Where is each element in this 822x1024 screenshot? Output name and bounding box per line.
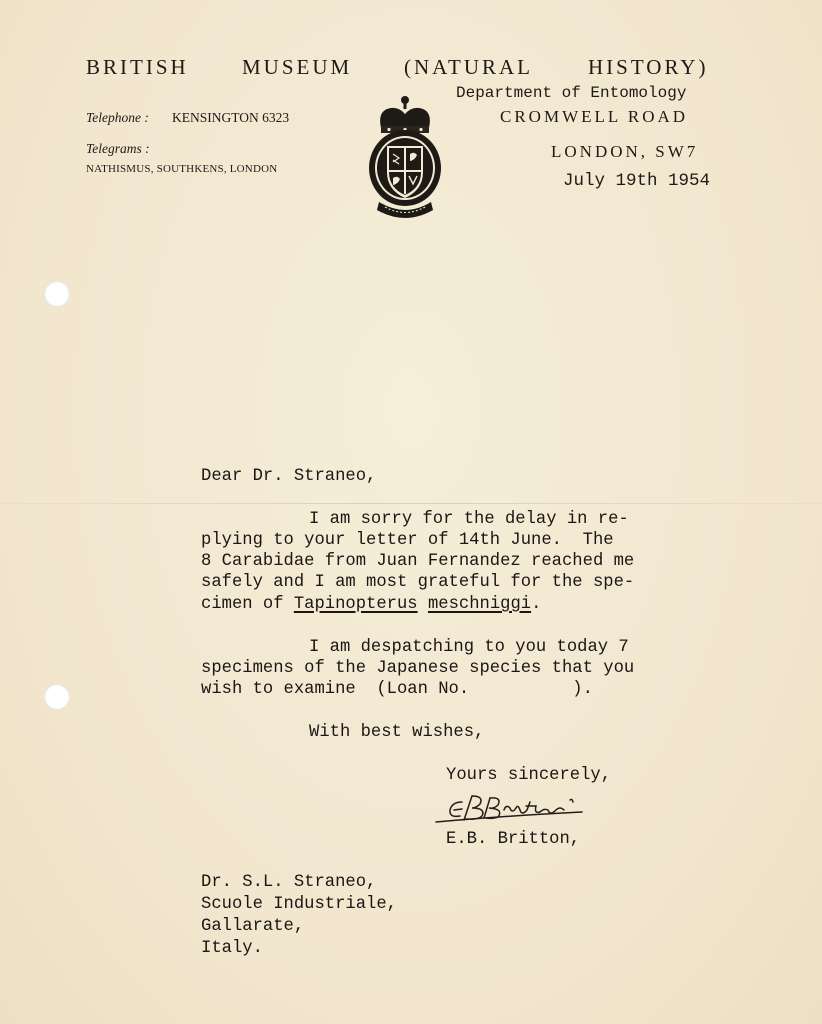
telephone-label: Telephone : <box>86 110 149 125</box>
letterhead-word-3: (NATURAL <box>404 55 533 79</box>
street-address: CROMWELL ROAD <box>500 107 689 126</box>
paragraph-line-species <box>201 594 541 616</box>
paragraph-line: 8 Carabidae from Juan Fernandez reached me <box>201 552 635 571</box>
paragraph-line: wish to examine (Loan No. ). <box>201 680 593 699</box>
punch-hole-bottom <box>44 684 70 710</box>
punch-hole-top <box>44 281 70 307</box>
paragraph-line: specimens of the Japanese species that you <box>201 659 635 678</box>
letter-date: July 19th 1954 <box>563 171 711 191</box>
telegrams-address: NATHISMUS, SOUTHKENS, LONDON <box>86 163 278 175</box>
department-name: Department of Entomology <box>456 84 687 102</box>
salutation: Dear Dr. Straneo, <box>201 467 377 486</box>
paragraph-line: I am despatching to you today 7 <box>309 638 629 657</box>
best-wishes: With best wishes, <box>309 723 485 742</box>
closing: Yours sincerely, <box>446 766 612 785</box>
paragraph-line: safely and I am most grateful for the spe- <box>201 573 635 592</box>
species-suffix: . <box>531 595 542 614</box>
letterhead-word-1: BRITISH <box>86 55 189 79</box>
species-genus: Tapinopterus <box>293 595 418 614</box>
paper-fold-line <box>0 503 822 504</box>
species-epithet: meschniggi <box>427 595 532 614</box>
city-address: LONDON, SW7 <box>551 142 699 161</box>
letterhead-word-2: MUSEUM <box>242 55 353 79</box>
paragraph-line: I am sorry for the delay in re- <box>309 510 629 529</box>
recipient-line: Italy. <box>201 939 263 958</box>
recipient-line: Scuole Industriale, <box>201 895 397 914</box>
royal-crest-icon <box>363 94 447 224</box>
handwritten-signature <box>432 788 592 828</box>
telegrams-label: Telegrams : <box>86 141 150 156</box>
signer-name: E.B. Britton, <box>446 830 581 849</box>
telephone-number: KENSINGTON 6323 <box>172 110 290 125</box>
paragraph-line: plying to your letter of 14th June. The <box>201 531 614 550</box>
recipient-line: Dr. S.L. Straneo, <box>201 873 377 892</box>
recipient-line: Gallarate, <box>201 917 305 936</box>
letterhead-word-4: HISTORY) <box>588 55 709 79</box>
species-prefix: cimen of <box>201 595 294 614</box>
